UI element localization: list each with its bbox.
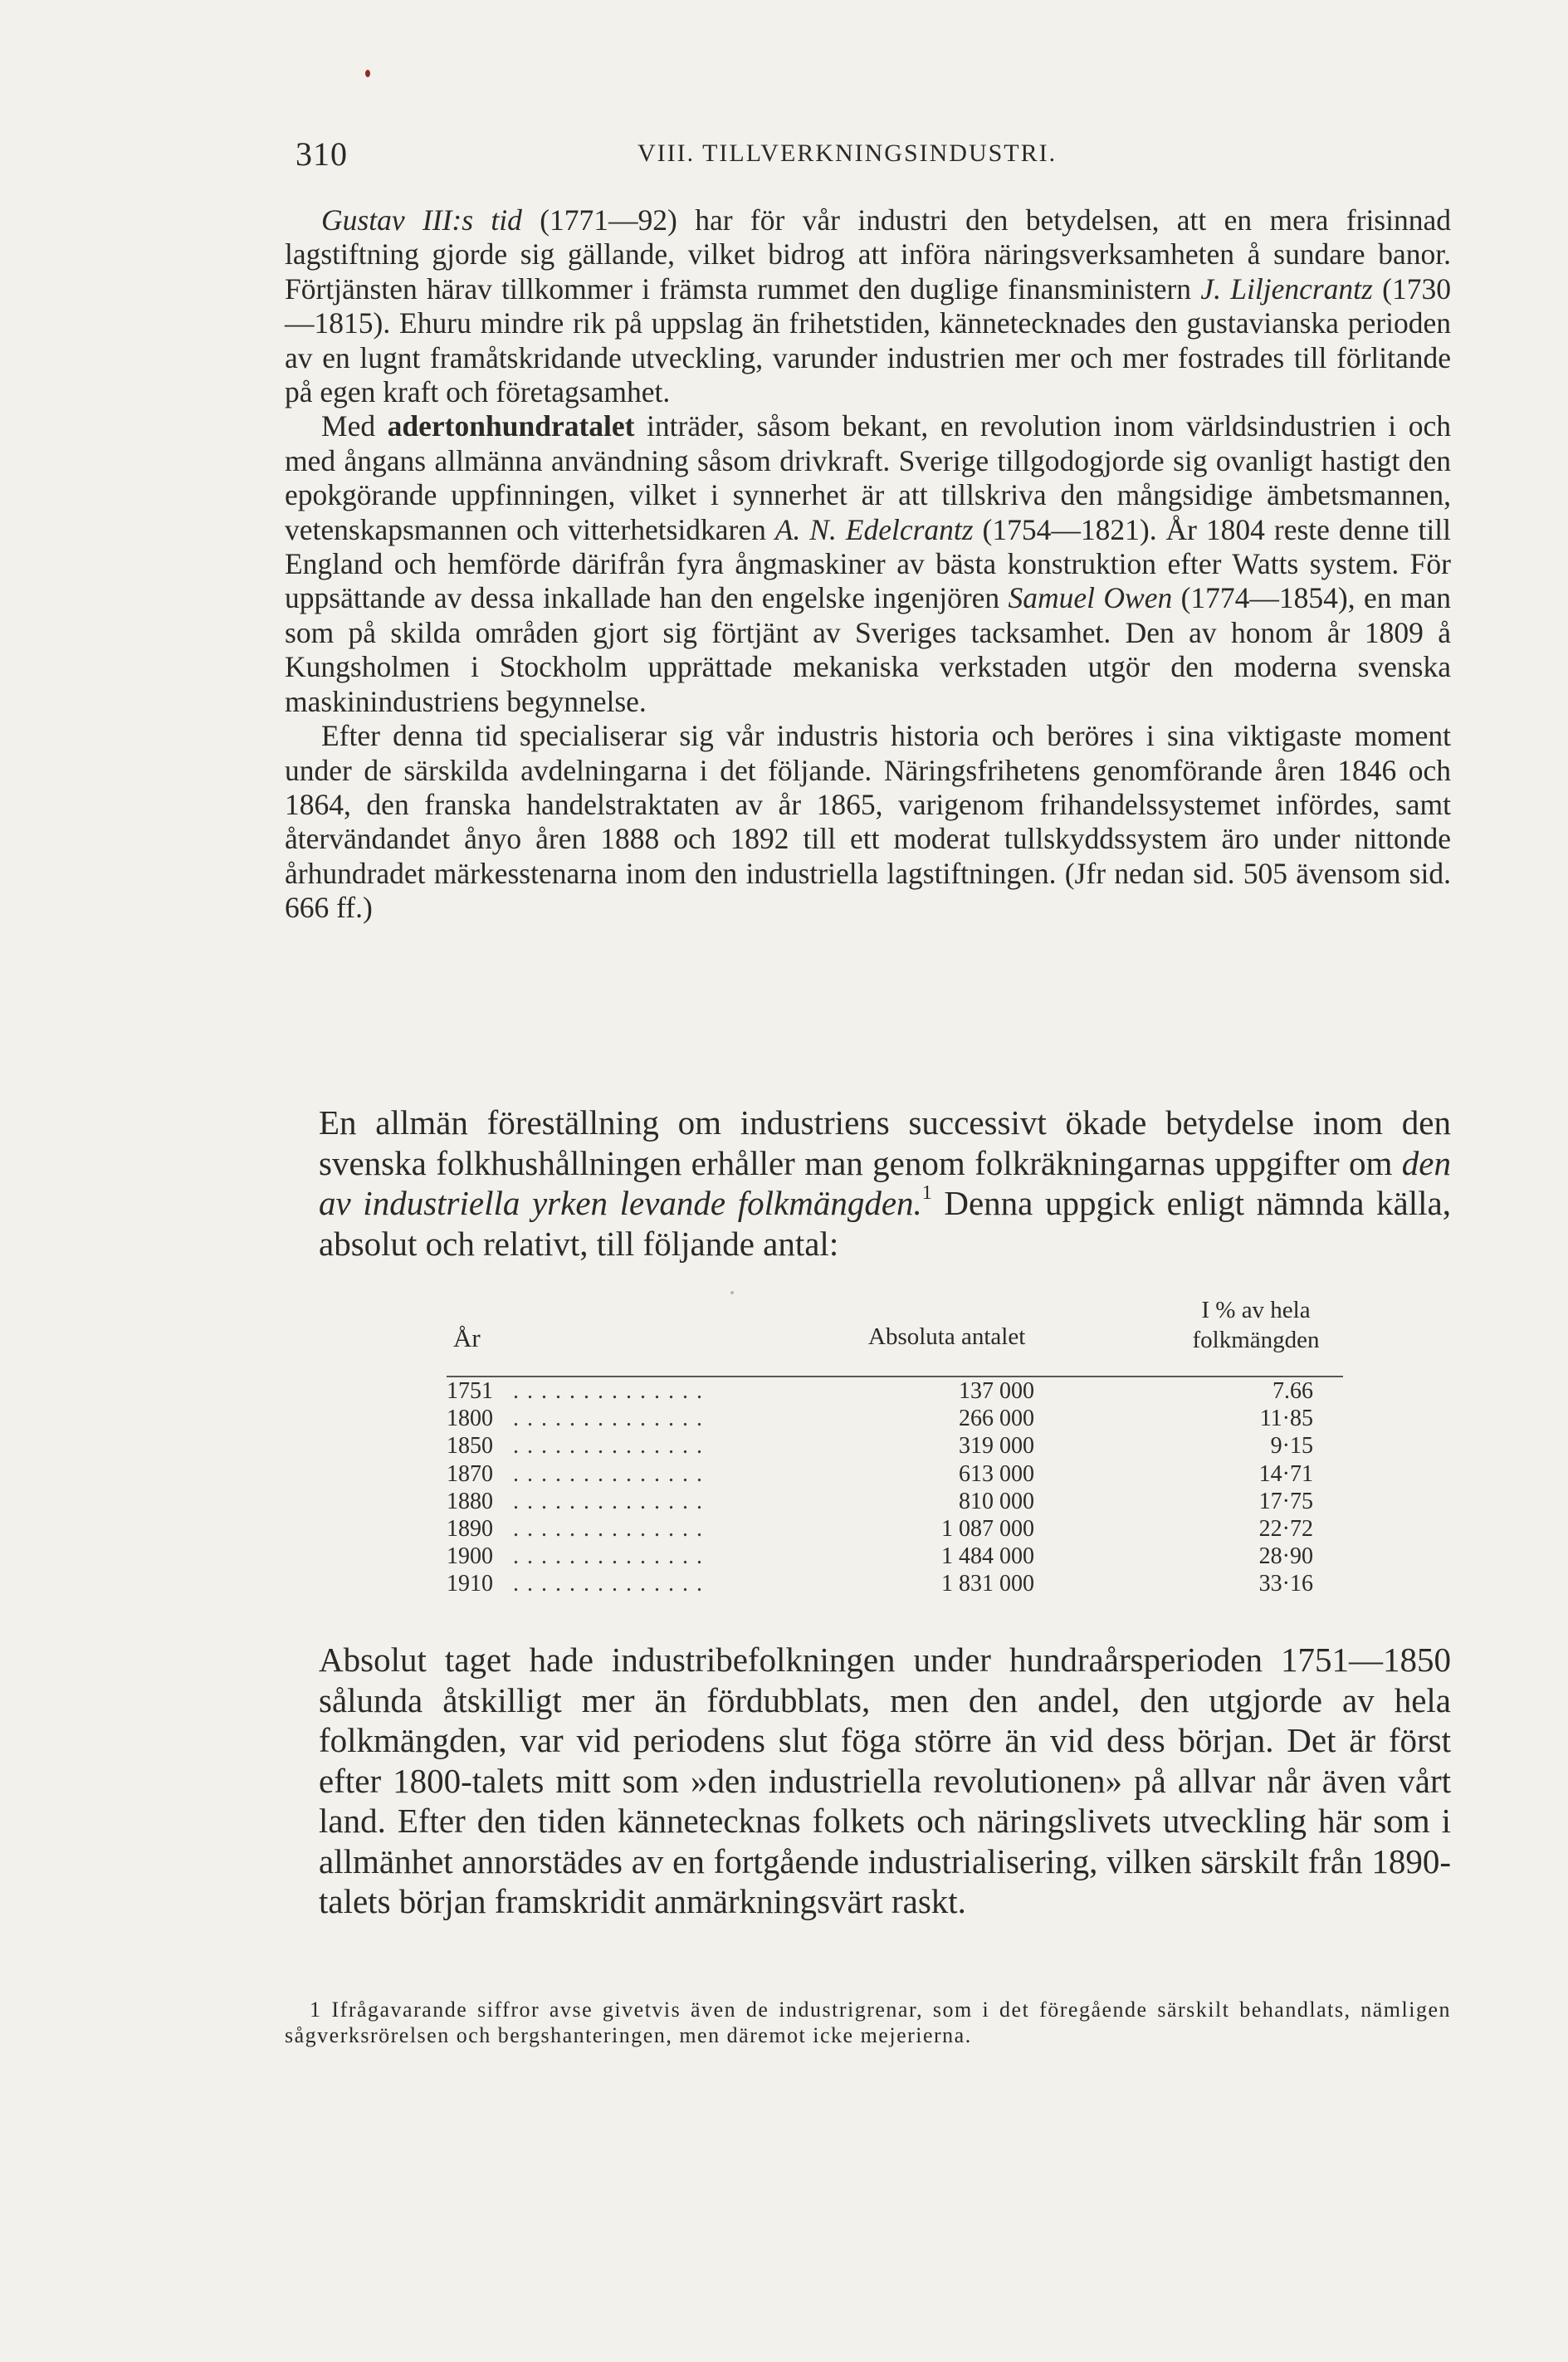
header-absolute: Absoluta antalet [868, 1323, 1026, 1350]
leader-dots: .............. [513, 1433, 711, 1460]
italic-phrase: den av industriella yrken levande folkmängden. [319, 1143, 1451, 1222]
cell-year: 1870 [447, 1460, 493, 1487]
table-row [447, 1406, 1343, 1433]
header-percent-line1: I % av hela [1201, 1297, 1311, 1323]
cell-year: 1900 [447, 1543, 493, 1570]
italic-name: Samuel Owen [1008, 581, 1173, 615]
leader-dots: .............. [513, 1406, 711, 1432]
table-row [447, 1516, 1343, 1543]
header-percent-line2: folkmängden [1192, 1327, 1320, 1353]
table-row [447, 1571, 1343, 1598]
cell-year: 1751 [447, 1378, 493, 1404]
cell-absolute: 137 000 [959, 1378, 1034, 1404]
leader-dots: .............. [513, 1378, 711, 1404]
paragraph-later [285, 719, 1451, 925]
cell-percent: 14·71 [1258, 1460, 1313, 1487]
cell-absolute: 266 000 [959, 1406, 1034, 1432]
italic-name: J. Liljencrantz [1200, 271, 1373, 306]
text-run: (1771—92) har för vår industri den betydelsen, att en mera frisinnad lagstiftning gjorde sig gällande, vilket bidrog att införa näringsverksamheten å sundare banor. Förtjänsten härav tillkommer i främsta rummet den duglige finansministern [285, 203, 1451, 306]
cell-percent: 9·15 [1270, 1433, 1313, 1460]
leader-dots: .............. [513, 1571, 711, 1597]
text-run: (1754—1821). År 1804 reste denne till England och hemförde därifrån fyra ångmaskiner av bästa konstruktion efter Watts system. För uppsättande av dessa inkallade han den engelske ingenjören [285, 512, 1451, 615]
summary-text: Absolut taget hade industribefolkningen under hundraårsperioden 1751—1850 sålunda åtskilligt mer än fördubblats, men den andel, den utgjorde av hela folkmängden, var vid periodens slut föga större än vid dess början. Det är först efter 1800-talets mitt som »den industriella revolutionen» på allvar når även vårt land. Efter den tiden kännetecknas folkets och näringslivets utveckling här som i allmänhet annorstädes av en fortgående industrialisering, vilken särskilt från 1890-talets början framskridit anmärkningsvärt raskt. [319, 1641, 1451, 1920]
table-row [447, 1461, 1343, 1489]
cell-percent: 17·75 [1258, 1488, 1313, 1514]
table-row [447, 1378, 1343, 1406]
footnote [285, 1997, 1451, 2048]
page-number: 310 [296, 135, 348, 173]
running-title: VIII. TILLVERKNINGSINDUSTRI. [637, 139, 1058, 167]
text-run: En allmän föreställning om industriens successivt ökade betydelse inom den svenska folkhushållningen erhåller man genom folkräkningarnas uppgifter om [319, 1103, 1451, 1182]
text-run: (1774—1854), en man som på skilda områden gjort sig förtjänt av Sveriges tacksamhet. Den av honom år 1809 å Kungsholmen i Stockholm upprättade mekaniska verkstaden utgör den moderna svenska maskinindustriens begynnelse. [285, 581, 1451, 718]
leader-dots: .............. [513, 1488, 711, 1514]
text-run: Efter denna tid specialiserar sig vår industris historia och beröres i sina viktigaste moment under de särskilda avdelningarna i det följande. Näringsfrihetens genomförande åren 1846 och 1864, den franska handelstraktaten av år 1865, varigenom frihandelssystemet infördes, samt återvändandet ånyo åren 1888 och 1892 till ett moderat tullskyddssystem äro under nittonde århundradet märkesstenarna inom den industriella lagstiftningen. (Jfr nedan sid. 505 ävensom sid. 666 ff.) [285, 719, 1451, 925]
cell-percent: 28·90 [1258, 1543, 1313, 1570]
footnote-text: Ifrågavarande siffror avse givetvis även de industrigrenar, som i det föregående särskilt behandlats, nämligen sågverksrörelsen och bergshanteringen, men däremot icke mejerierna. [285, 1998, 1451, 2047]
table-body [447, 1378, 1343, 1599]
header-percent [1177, 1295, 1335, 1355]
cell-absolute: 810 000 [959, 1488, 1034, 1514]
cell-absolute: 1 484 000 [941, 1543, 1034, 1570]
cell-year: 1910 [447, 1571, 493, 1597]
cell-absolute: 1 087 000 [941, 1515, 1034, 1542]
leader-dots: .............. [513, 1515, 711, 1542]
footnote-ref[interactable]: 1 [921, 1182, 932, 1204]
table-row [447, 1489, 1343, 1516]
bold-term: adertonhundratalet [387, 409, 635, 443]
cell-year: 1800 [447, 1406, 493, 1432]
leader-dots: .............. [513, 1460, 711, 1487]
body-text [285, 203, 1451, 926]
cell-year: 1890 [447, 1515, 493, 1542]
text-run: inträder, såsom bekant, en revolution inom världsindustrien i och med ångans allmänna användning såsom drivkraft. Sverige tillgodogjorde sig ovanligt hastigt den epokgörande uppfinningen, vilket i synnerhet är att tillskriva den mångsidige ämbetsmannen, vetenskapsmannen och vitterhetsidkaren [285, 409, 1451, 546]
cell-year: 1880 [447, 1488, 493, 1514]
intro-paragraph [319, 1103, 1451, 1264]
table-row [447, 1543, 1343, 1571]
cell-absolute: 613 000 [959, 1460, 1034, 1487]
italic-name: A. N. Edelcrantz [774, 512, 974, 546]
header-year: År [453, 1323, 481, 1352]
summary-paragraph [319, 1640, 1451, 1922]
cell-percent: 22·72 [1258, 1515, 1313, 1542]
italic-phrase: Gustav III:s tid [321, 203, 522, 237]
leader-dots: .............. [513, 1543, 711, 1570]
text-run: Denna uppgick enligt nämnda källa, absolut och relativt, till följande antal: [319, 1184, 1451, 1263]
footnote-mark: 1 [310, 1998, 322, 2022]
cell-percent: 11·85 [1259, 1406, 1313, 1432]
intro-text [319, 1103, 1451, 1264]
cell-absolute: 319 000 [959, 1433, 1034, 1460]
paragraph-gustav [285, 203, 1451, 409]
text-run: Med [321, 409, 388, 443]
paragraph-1800s [285, 409, 1451, 719]
text-run: (1730—1815). Ehuru mindre rik på uppslag än frihetstiden, kännetecknades den gustavianska perioden av en lugnt framåtskridande utveckling, varunder industrien mer och mer fostrades till förlitande på egen kraft och företagsamhet. [285, 271, 1451, 409]
paper-speck [730, 1291, 734, 1294]
table-rule [447, 1376, 1343, 1377]
cell-percent: 7.66 [1272, 1378, 1313, 1404]
cell-absolute: 1 831 000 [941, 1571, 1034, 1597]
ink-speck [365, 70, 370, 77]
table-row [447, 1433, 1343, 1460]
cell-percent: 33·16 [1258, 1571, 1313, 1597]
cell-year: 1850 [447, 1433, 493, 1460]
